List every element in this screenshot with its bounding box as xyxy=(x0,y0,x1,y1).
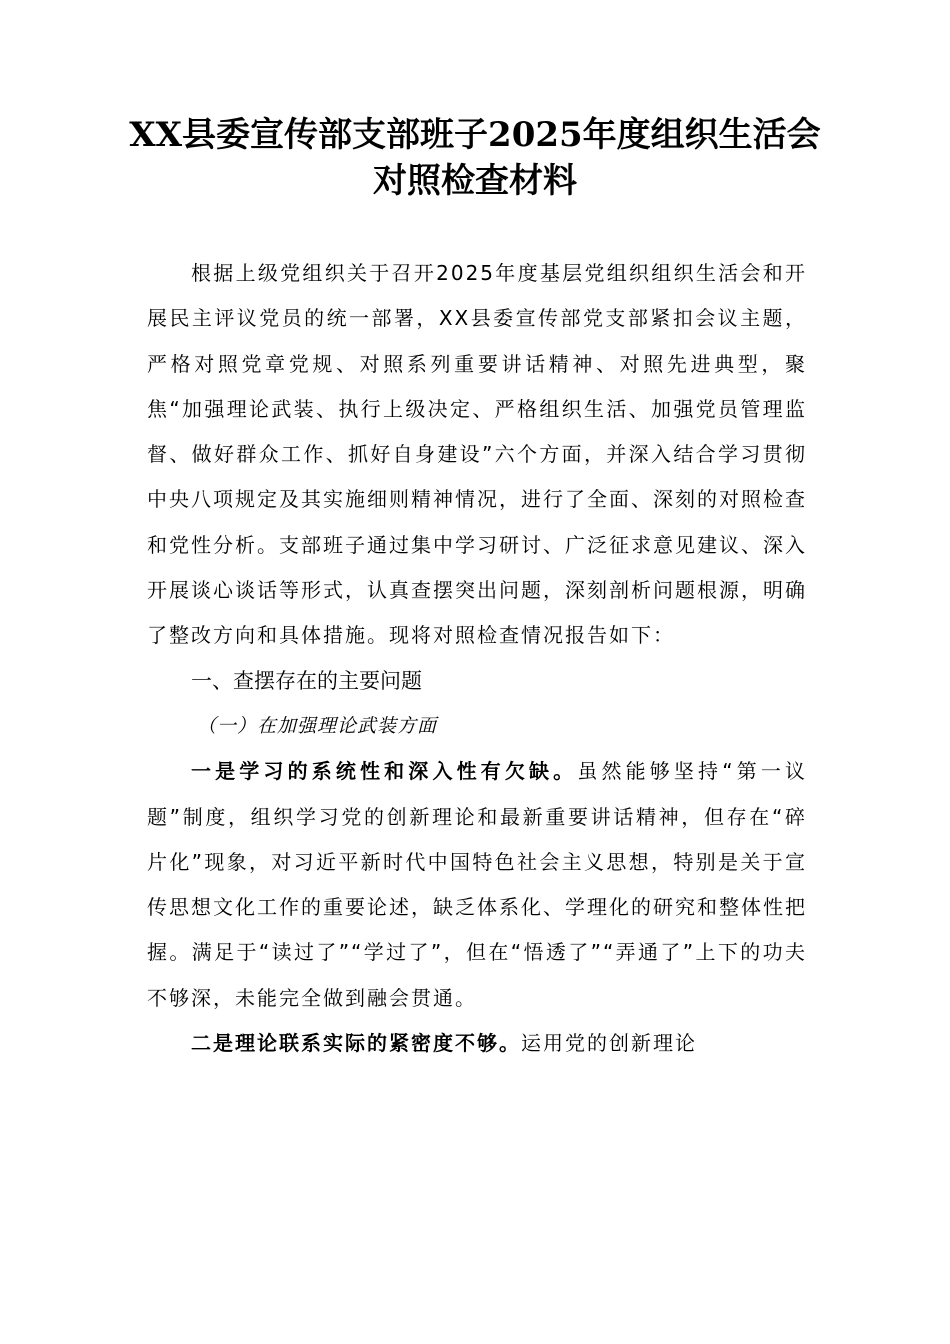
point-lead-2: 二是理论联系实际的紧密度不够。 xyxy=(191,1031,521,1056)
point-lead-1: 一是学习的系统性和深入性有欠缺。 xyxy=(191,759,578,784)
point-paragraph-2 xyxy=(147,1021,807,1066)
document-title: XX县委宣传部支部班子2025年度组织生活会对照检查材料 xyxy=(129,115,821,201)
intro-paragraph: 根据上级党组织关于召开2025年度基层党组织组织生活会和开展民主评议党员的统一部署，XX县委宣传部党支部紧扣会议主题，严格对照党章党规、对照系列重要讲话精神、对照先进典型，聚焦“加强理论武装、执行上级决定、严格组织生活、加强党员管理监督、做好群众工作、抓好自身建设”六个方面，并深入结合学习贯彻中央八项规定及其实施细则精神情况，进行了全面、深刻的对照检查和党性分析。支部班子通过集中学习研讨、广泛征求意见建议、深入开展谈心谈话等形式，认真查摆突出问题，深刻剖析问题根源，明确了整改方向和具体措施。现将对照检查情况报告如下： xyxy=(147,261,807,648)
document-body xyxy=(147,251,807,1066)
point-text-1: 虽然能够坚持“第一议题”制度，组织学习党的创新理论和最新重要讲话精神，但存在“碎片化”现象，对习近平新时代中国特色社会主义思想，特别是关于宣传思想文化工作的重要论述，缺乏体系化、学理化的研究和整体性把握。满足于“读过了”“学过了”，但在“悟透了”“弄通了”上下的功夫不够深，未能完全做到融会贯通。 xyxy=(147,759,807,1010)
subsection-heading-theory: （一）在加强理论武装方面 xyxy=(197,714,438,737)
point-text-2: 运用党的创新理论 xyxy=(521,1031,697,1056)
point-paragraph-1 xyxy=(147,749,807,1021)
section-heading-problems: 一、查摆存在的主要问题 xyxy=(191,668,422,693)
